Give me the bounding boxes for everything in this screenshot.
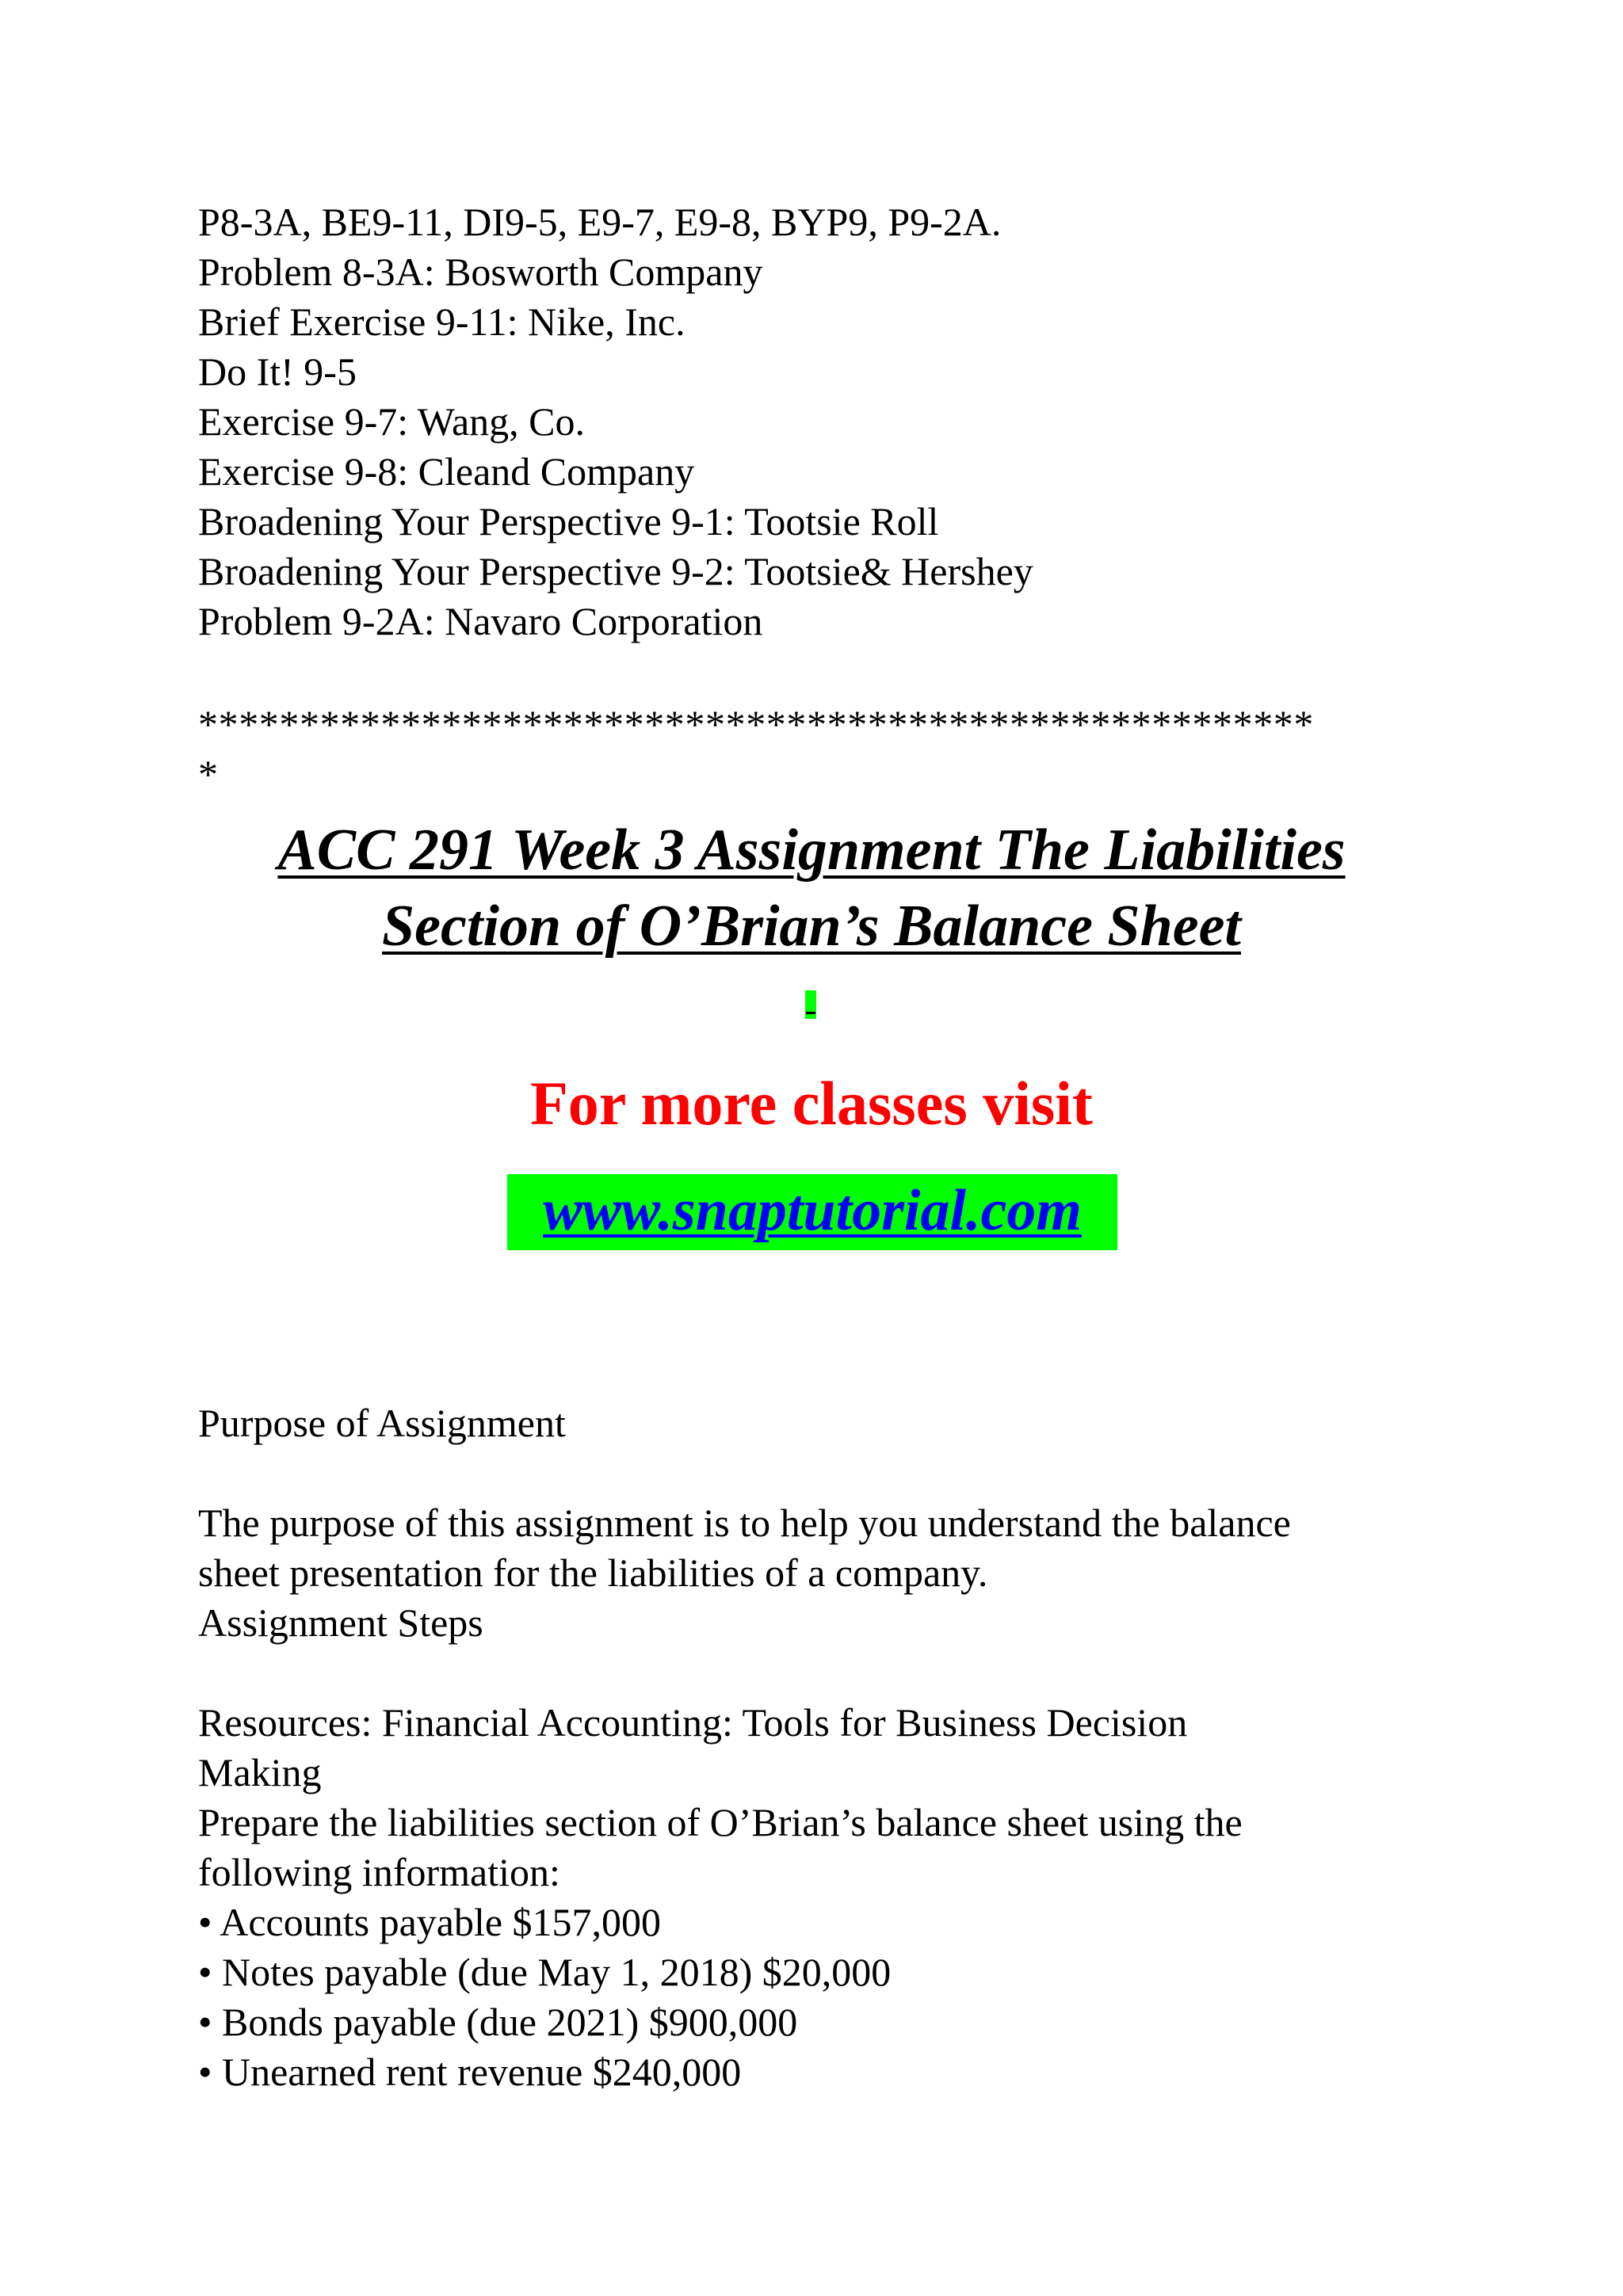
title-text-line-1: ACC 291 Week 3 Assignment The Liabilities <box>277 818 1346 883</box>
list-item: P8-3A, BE9-11, DI9-5, E9-7, E9-8, BYP9, P9-2A. <box>198 200 1002 244</box>
document-title-line-1 <box>0 812 1623 888</box>
resources-text: Making <box>198 1750 322 1794</box>
resources-text: Resources: Financial Accounting: Tools for Business Decision <box>198 1700 1188 1745</box>
list-item: Broadening Your Perspective 9-1: Tootsie Roll <box>198 499 939 543</box>
assignment-list <box>198 197 1434 646</box>
bullet-item: • Accounts payable $157,000 <box>198 1900 662 1944</box>
blank-line <box>198 1448 1434 1498</box>
list-item: Exercise 9-8: Cleand Company <box>198 449 695 494</box>
purpose-heading: Purpose of Assignment <box>198 1401 566 1445</box>
bullet-item: • Notes payable (due May 1, 2018) $20,000 <box>198 1950 892 1994</box>
promo-text: For more classes visit <box>530 1069 1093 1138</box>
blank-line <box>198 1648 1434 1698</box>
bullet-item: • Unearned rent revenue $240,000 <box>198 2050 742 2094</box>
list-item: Problem 9-2A: Navaro Corporation <box>198 599 763 643</box>
assignment-body <box>198 1398 1434 2097</box>
list-item: Problem 8-3A: Bosworth Company <box>198 250 763 294</box>
instruction-text: Prepare the liabilities section of O’Brian’s balance sheet using the <box>198 1800 1243 1844</box>
url-highlight <box>507 1174 1117 1250</box>
list-item: Broadening Your Perspective 9-2: Tootsie& Hershey <box>198 549 1033 593</box>
purpose-text: sheet presentation for the liabilities of a company. <box>198 1550 988 1595</box>
purpose-text: The purpose of this assignment is to help you understand the balance <box>198 1501 1291 1545</box>
separator-stars-tail: * <box>198 752 219 796</box>
list-item: Brief Exercise 9-11: Nike, Inc. <box>198 299 685 344</box>
title-text-line-2: Section of O’Brian’s Balance Sheet <box>382 894 1241 959</box>
asterisk-separator <box>198 700 1434 799</box>
website-link[interactable]: www.snaptutorial.com <box>543 1178 1082 1243</box>
list-item: Do It! 9-5 <box>198 349 357 394</box>
list-item: Exercise 9-7: Wang, Co. <box>198 399 585 444</box>
steps-heading: Assignment Steps <box>198 1600 483 1645</box>
instruction-text: following information: <box>198 1850 560 1894</box>
document-title-line-2 <box>0 888 1623 964</box>
separator-stars-line: ******************************************************* <box>198 702 1314 746</box>
green-highlight-mark <box>805 990 816 1019</box>
bullet-item: • Bonds payable (due 2021) $900,000 <box>198 2000 798 2044</box>
